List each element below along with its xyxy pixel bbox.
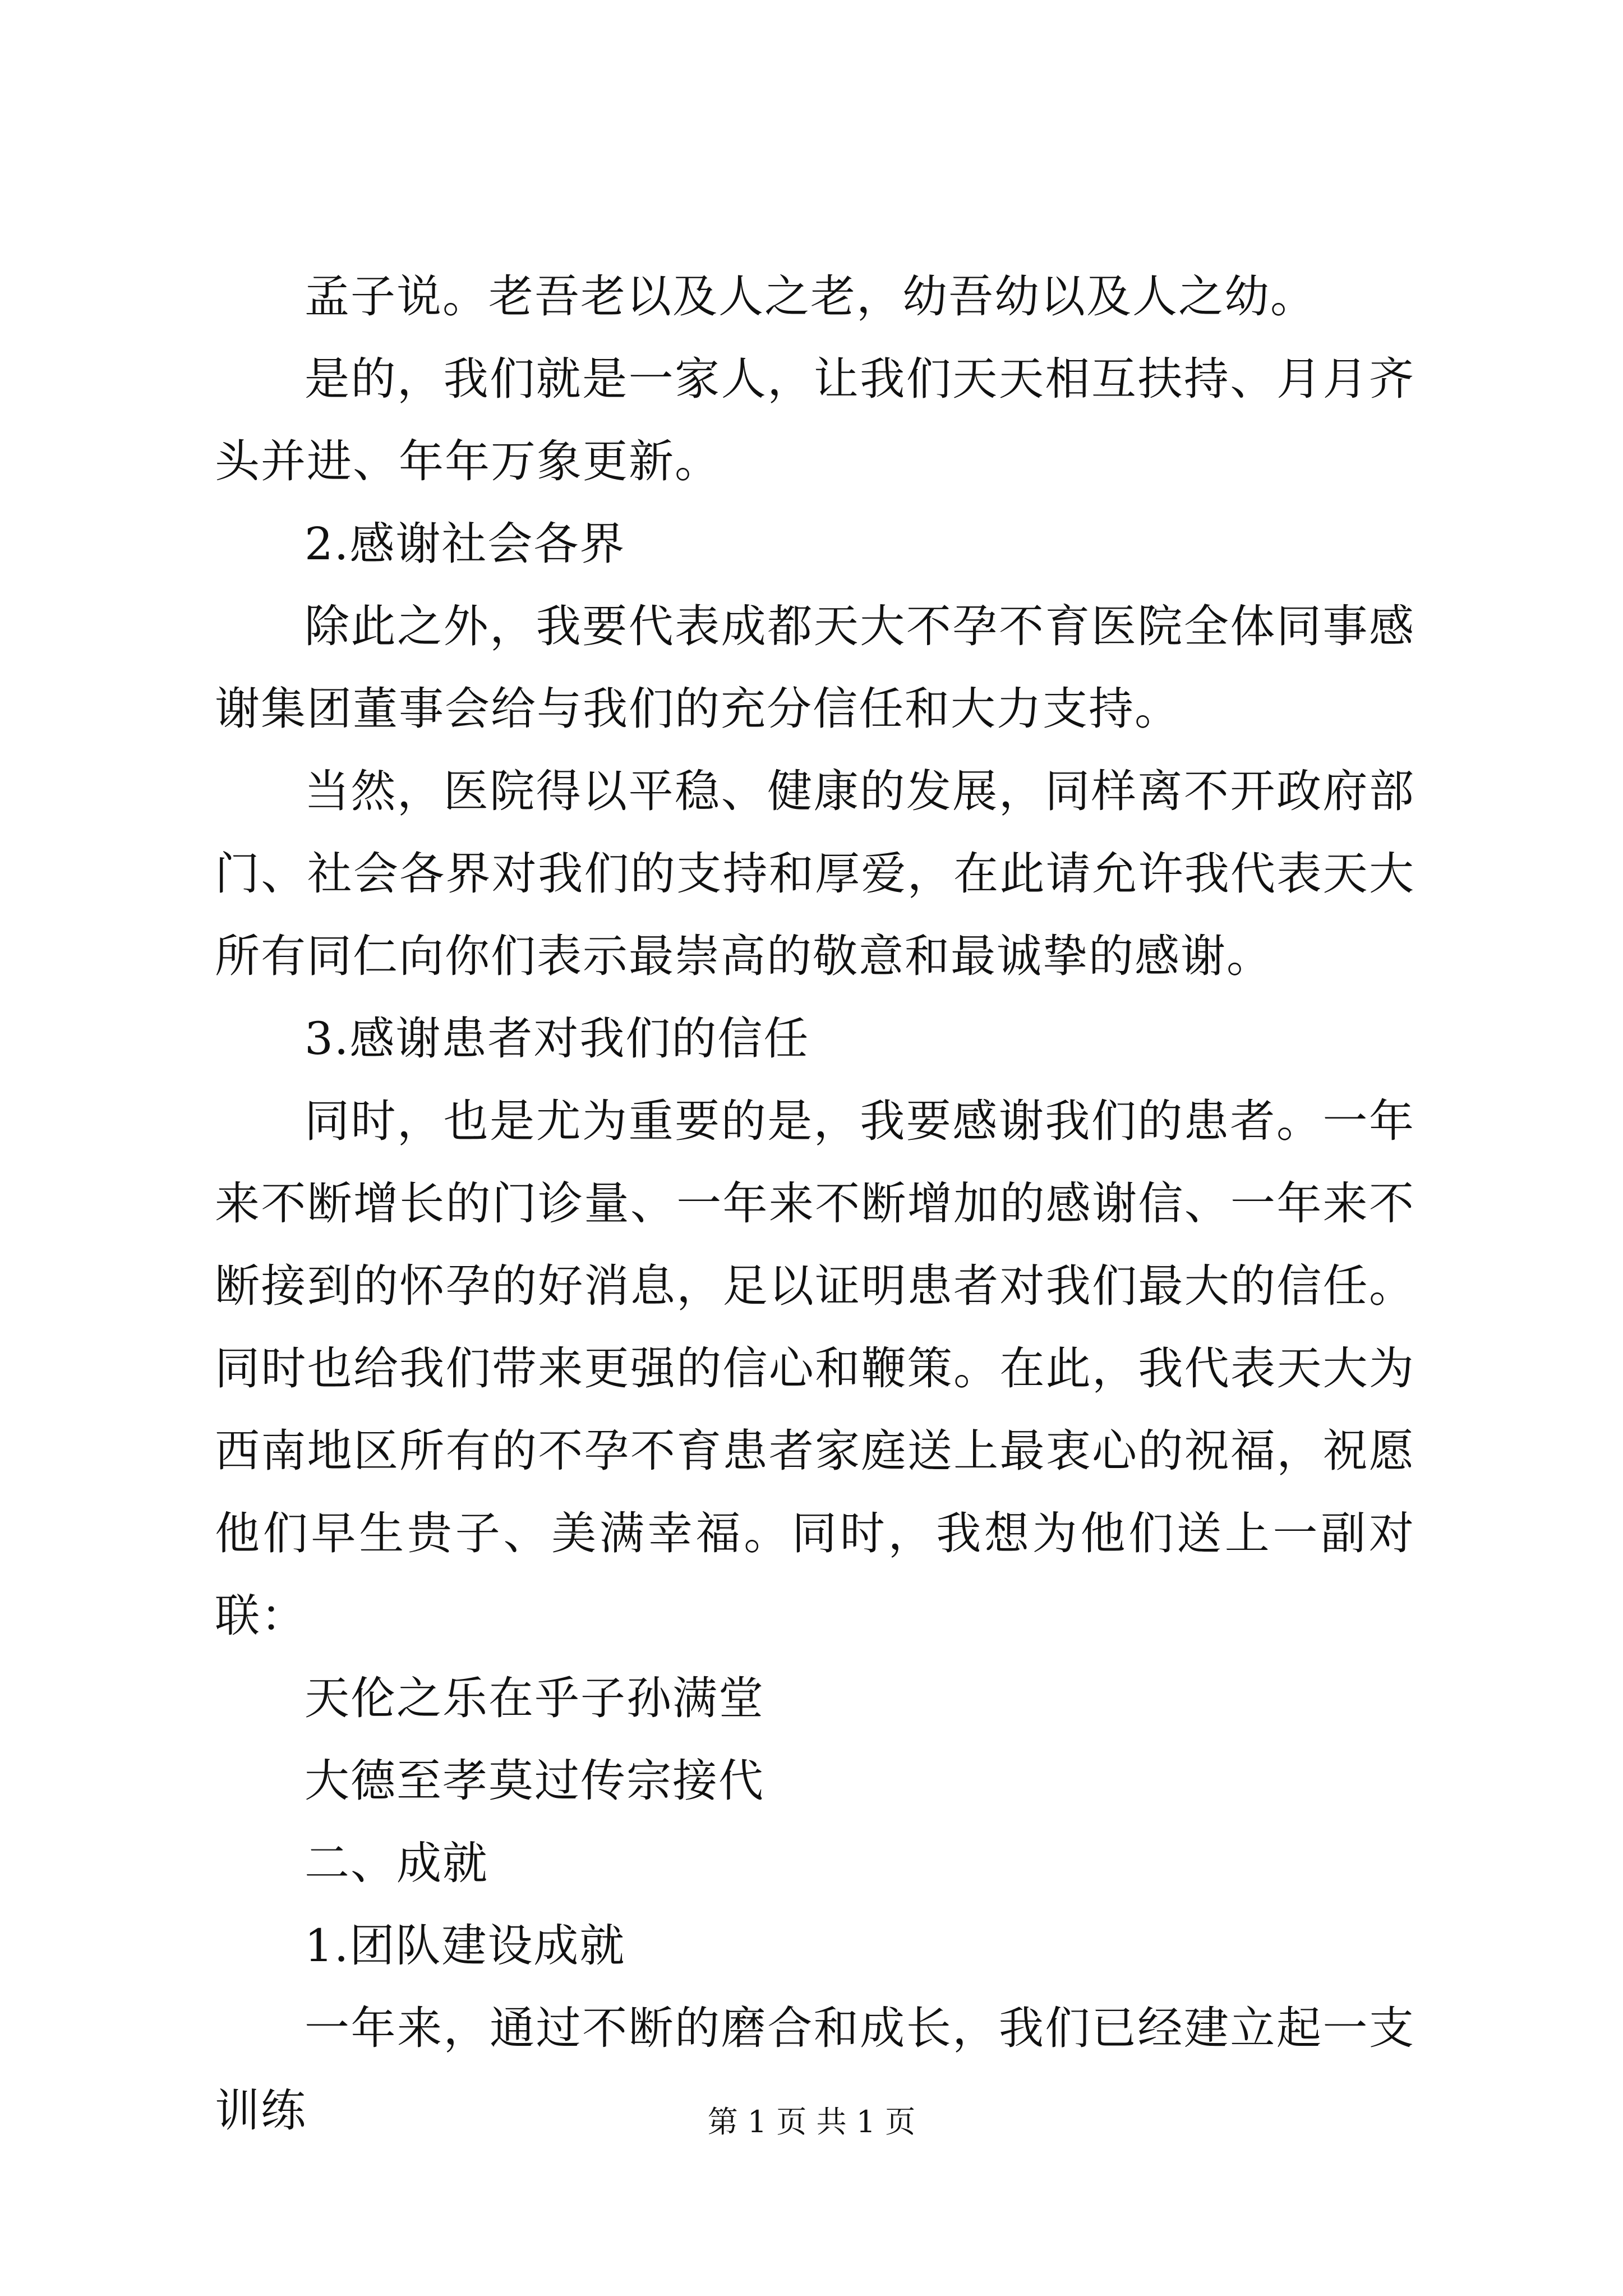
paragraph-family: 是的，我们就是一家人，让我们天天相互扶持、月月齐头并进、年年万象更新。 (215, 353, 1415, 487)
heading-thank-patients: 3.感谢患者对我们的信任 (305, 1013, 810, 1065)
heading-team-building: 1.团队建设成就 (305, 1920, 626, 1972)
document-body (215, 255, 1415, 2152)
paragraph-team-building: 一年来，通过不断的磨合和成长，我们已经建立起一支训练 (215, 2002, 1415, 2137)
paragraph-mencius-quote: 孟子说。老吾老以及人之老，幼吾幼以及人之幼。 (305, 270, 1316, 323)
paragraph-thank-government: 当然，医院得以平稳、健康的发展，同样离不开政府部门、社会各界对我们的支持和厚爱，在此请允许我代表天大所有同仁向你们表示最崇高的敬意和最诚挚的感谢。 (215, 765, 1415, 982)
paragraph-thank-patients: 同时，也是尤为重要的是，我要感谢我们的患者。一年来不断增长的门诊量、一年来不断增加的感谢信、一年来不断接到的怀孕的好消息，足以证明患者对我们最大的信任。同时也给我们带来更强的信心和鞭策。在此，我代表天大为西南地区所有的不孕不育患者家庭送上最衷心的祝福，祝愿他们早生贵子、美满幸福。同时，我想为他们送上一副对联： (215, 1095, 1415, 1642)
couplet-line-1: 天伦之乐在乎子孙满堂 (305, 1672, 764, 1724)
page-footer: 第 1 页 共 1 页 (707, 2104, 916, 2139)
heading-thank-society: 2.感谢社会各界 (305, 518, 626, 570)
heading-achievements: 二、成就 (305, 1837, 488, 1889)
paragraph-thank-board: 除此之外，我要代表成都天大不孕不育医院全体同事感谢集团董事会给与我们的充分信任和大力支持。 (215, 600, 1415, 735)
couplet-line-2: 大德至孝莫过传宗接代 (305, 1755, 764, 1807)
